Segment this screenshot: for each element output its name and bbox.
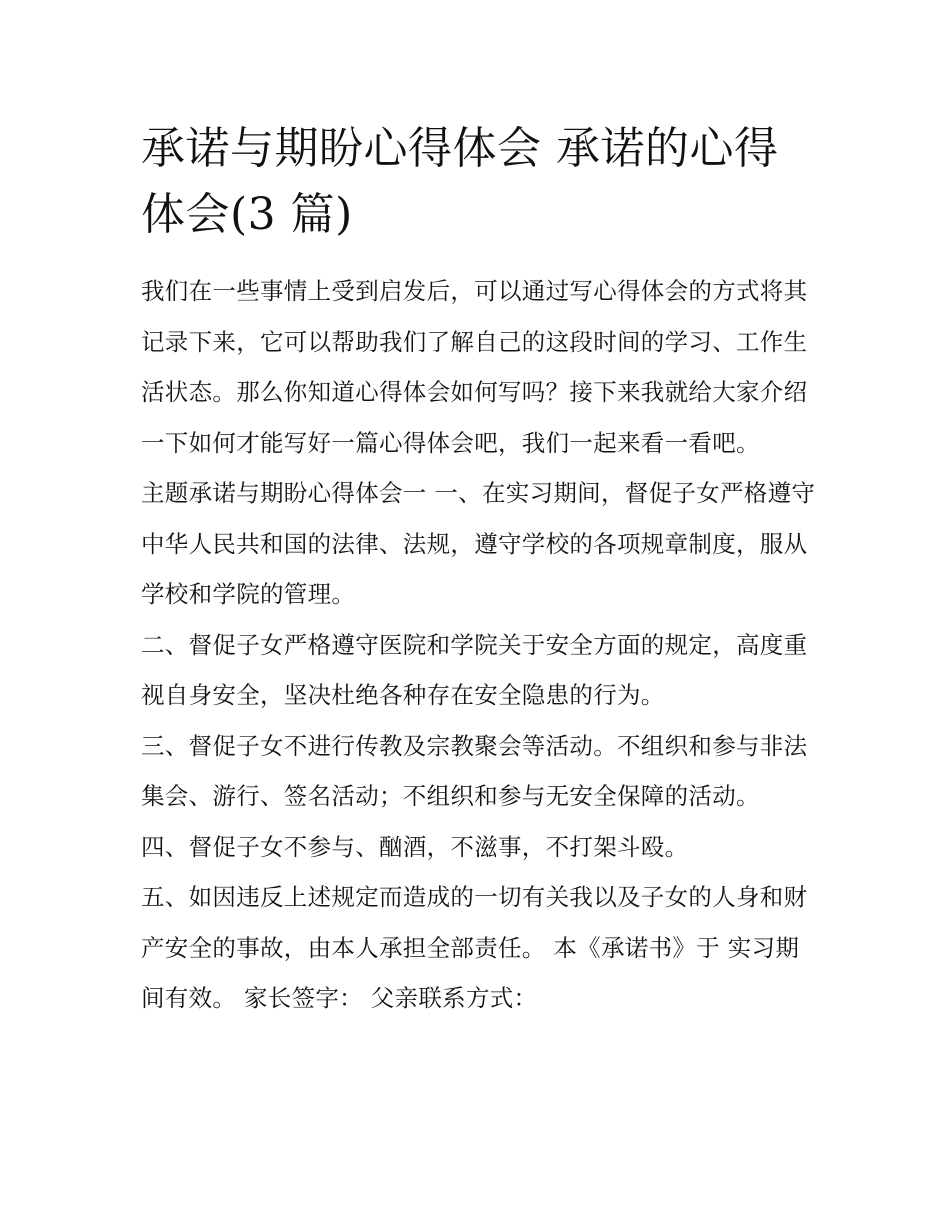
- paragraph-item-5: 五、如因违反上述规定而造成的一切有关我以及子女的人身和财产安全的事故，由本人承担全部责任。 本《承诺书》于 实习期间有效。 家长签字： 父亲联系方式：: [141, 883, 808, 1012]
- document-page: [141, 116, 816, 1024]
- paragraph-intro: 我们在一些事情上受到启发后，可以通过写心得体会的方式将其记录下来，它可以帮助我们了解自己的这段时间的学习、工作生活状态。那么你知道心得体会如何写吗？接下来我就给大家介绍一下如何才能写好一篇心得体会吧，我们一起来看一看吧。: [141, 277, 808, 457]
- paragraph-item-2: 二、督促子女严格遵守医院和学院关于安全方面的规定，高度重视自身安全，坚决杜绝各种存在安全隐患的行为。: [141, 630, 808, 709]
- document-title: 承诺与期盼心得体会 承诺的心得体会(3 篇): [141, 123, 779, 240]
- paragraph-item-1: 主题承诺与期盼心得体会一 一、在实习期间，督促子女严格遵守中华人民共和国的法律、法规，遵守学校的各项规章制度，服从学校和学院的管理。: [141, 479, 816, 608]
- paragraph-item-3: 三、督促子女不进行传教及宗教聚会等活动。不组织和参与非法集会、游行、签名活动；不组织和参与无安全保障的活动。: [141, 731, 808, 810]
- paragraph-item-4: 四、督促子女不参与、酗酒，不滋事，不打架斗殴。: [141, 832, 689, 861]
